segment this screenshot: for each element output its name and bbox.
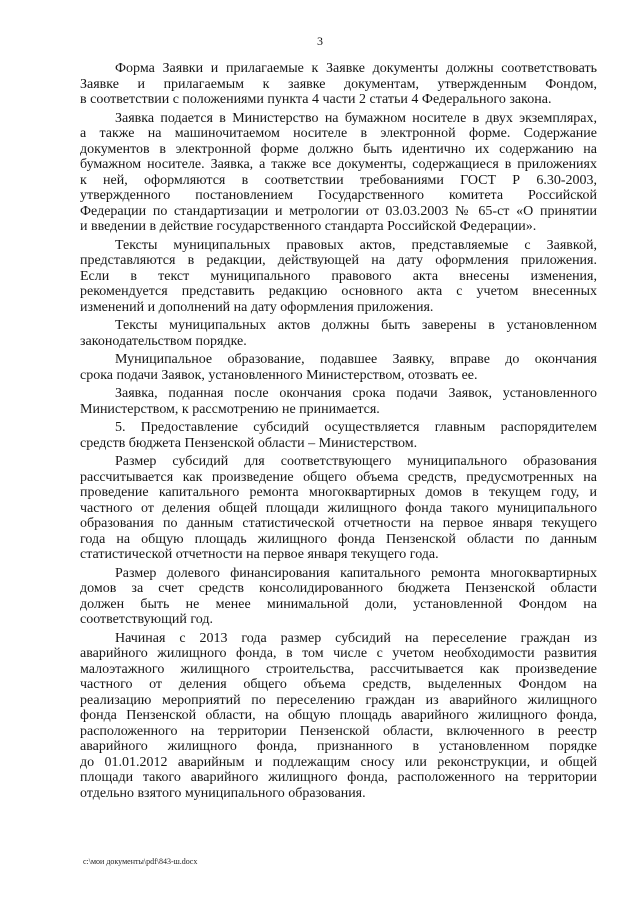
text-line: реализацию мероприятий по переселению граждан из аварийного жилищного bbox=[80, 692, 597, 708]
text-line: Муниципальное образование, подавшее Заявку, вправе до окончания bbox=[115, 352, 597, 367]
text-line: представляются в редакции, действующей на дату оформления приложения. bbox=[80, 253, 597, 268]
text-line: утвержденного постановлением Государственного комитета Российской bbox=[80, 188, 597, 203]
text-line: площади такого аварийного жилищного фонда, расположенного на территории bbox=[80, 770, 597, 785]
paragraph bbox=[80, 318, 597, 349]
text-line: Тексты муниципальных правовых актов, представляемые с Заявкой, bbox=[115, 237, 597, 253]
text-line: к ней, оформляются в соответствии требованиями ГОСТ Р 6.30-2003, bbox=[80, 172, 597, 188]
paragraph bbox=[80, 111, 597, 235]
page-number: 3 bbox=[317, 34, 323, 48]
text-line: рекомендуется представить редакцию основного акта с учетом внесенных bbox=[80, 284, 597, 299]
text-line: и введении в действие государственного стандарта Российской Федерации». bbox=[80, 219, 537, 234]
text-line: 5. Предоставление субсидий осуществляется главным распорядителем bbox=[115, 420, 597, 435]
text-line: расположенного на территории Пензенской области, включенного в реестр bbox=[80, 723, 597, 739]
text-line: аварийного жилищного фонда, признанного в установленном порядке bbox=[80, 739, 597, 754]
text-line: образования по данным статистической отчетности на первое января текущего bbox=[80, 516, 597, 531]
text-line: рассчитывается как произведение общего объема средств, предусмотренных на bbox=[80, 469, 597, 485]
text-line: Начиная с 2013 года размер субсидий на переселение граждан из bbox=[115, 630, 597, 646]
text-line: малоэтажного жилищного строительства, рассчитывается как произведение bbox=[80, 661, 597, 677]
text-line: года на общую площадь жилищного фонда Пензенской области по данным bbox=[80, 531, 597, 547]
text-line: Если в текст муниципального правового акта внесены изменения, bbox=[80, 268, 597, 284]
paragraph bbox=[80, 238, 597, 316]
paragraph bbox=[80, 566, 597, 628]
footer-file-path: c:\мои документы\pdf\843-ш.docx bbox=[83, 857, 198, 866]
text-line: соответствующий год. bbox=[80, 612, 213, 627]
text-line: средств бюджета Пензенской области – Министерством. bbox=[80, 435, 418, 451]
paragraph bbox=[80, 61, 597, 108]
text-line: Размер долевого финансирования капитального ремонта многоквартирных bbox=[115, 565, 597, 581]
text-line: аварийного жилищного фонда, в том числе с учетом необходимости развития bbox=[80, 646, 597, 661]
text-line: частного от деления общей площади жилищного фонда такого муниципального bbox=[80, 500, 597, 516]
text-line: в соответствии с положениями пункта 4 части 2 статьи 4 Федерального закона. bbox=[80, 92, 552, 107]
text-line: Заявка подается в Министерство на бумажном носителе в двух экземплярах, bbox=[115, 110, 597, 126]
text-line: изменений и дополнений на дату оформления приложения. bbox=[80, 299, 434, 315]
text-line: Заявка, поданная после окончания срока подачи Заявок, установленного bbox=[115, 386, 597, 401]
text-line: отдельно взятого муниципального образования. bbox=[80, 785, 366, 801]
paragraph bbox=[80, 420, 597, 451]
text-line: Федерации по стандартизации и метрологии от 03.03.2003 № 65-ст «О принятии bbox=[80, 203, 597, 219]
text-line: должен быть не менее минимальной доли, установленной Фондом на bbox=[80, 596, 597, 612]
text-line: документов в электронной форме должно быть идентично их содержанию на bbox=[80, 141, 597, 157]
text-line: а также на машиночитаемом носителе в электронной форме. Содержание bbox=[80, 126, 597, 141]
document-body bbox=[80, 61, 597, 801]
text-line: срока подачи Заявок, установленного Министерством, отозвать ее. bbox=[80, 367, 478, 383]
text-line: проведение капитального ремонта многоквартирных домов в текущем году, и bbox=[80, 485, 597, 500]
text-line: статистической отчетности на первое января текущего года. bbox=[80, 547, 439, 562]
text-line: частного от деления общего объема средств, выделенных Фондом на bbox=[80, 677, 597, 692]
text-line: Размер субсидий для соответствующего муниципального образования bbox=[115, 454, 597, 469]
paragraph bbox=[80, 352, 597, 383]
text-line: бумажном носителе. Заявка, а также все документы, содержащиеся в приложениях bbox=[80, 157, 597, 172]
text-line: Заявке и прилагаемым к заявке документам, утвержденным Фондом, bbox=[80, 76, 597, 92]
text-line: Тексты муниципальных актов должны быть заверены в установленном bbox=[115, 318, 597, 333]
text-line: фонда Пензенской области, на общую площадь аварийного жилищного фонда, bbox=[80, 708, 597, 723]
paragraph bbox=[80, 454, 597, 563]
text-line: домов за счет средств консолидированного бюджета Пензенской области bbox=[80, 581, 597, 596]
text-line: Форма Заявки и прилагаемые к Заявке документы должны соответствовать bbox=[115, 61, 597, 76]
text-line: законодательством порядке. bbox=[80, 333, 247, 349]
paragraph bbox=[80, 386, 597, 417]
paragraph bbox=[80, 631, 597, 802]
text-line: Министерством, к рассмотрению не принимается. bbox=[80, 401, 380, 417]
text-line: до 01.01.2012 аварийным и подлежащим сносу или реконструкции, и общей bbox=[80, 754, 597, 770]
